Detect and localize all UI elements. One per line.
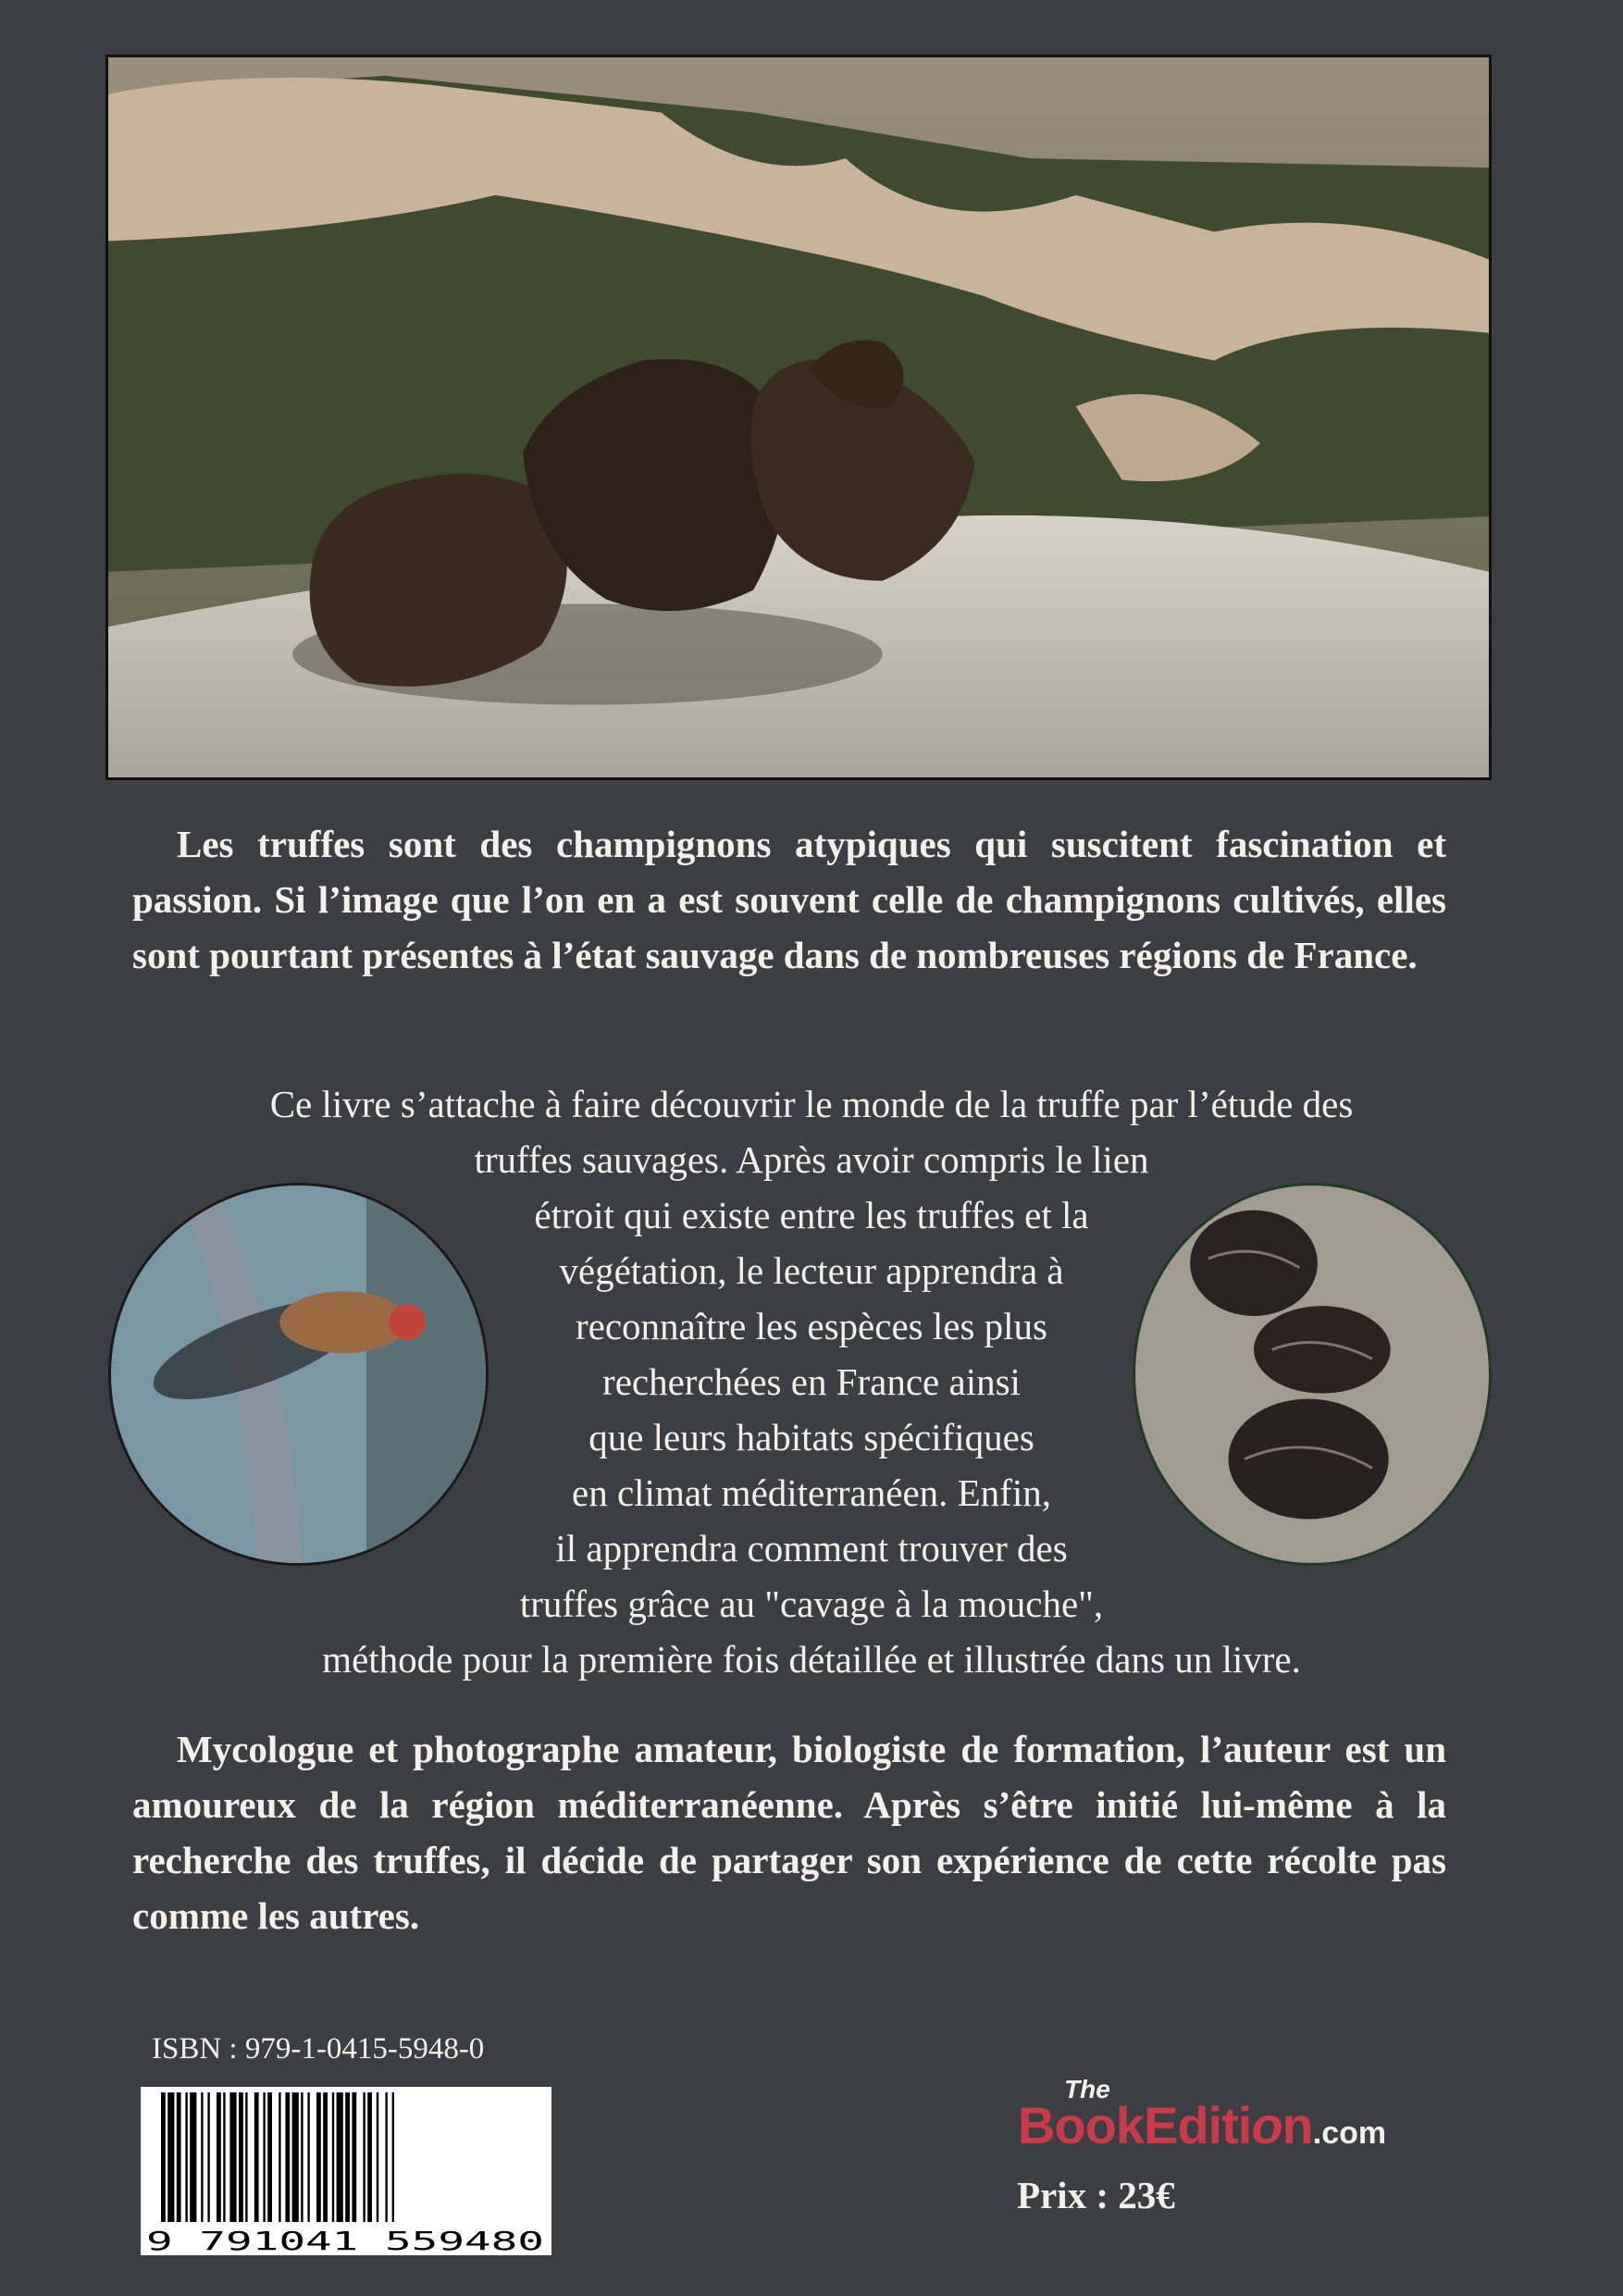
intro-paragraph: Les truffes sont des champignons atypiques qui suscitent fascination et passion. Si l’image que l’on en a est souvent celle de champignons cultivés, elles sont pourtant présentes à l’état sauvage dans de nombreuses régions de France. bbox=[132, 823, 1446, 976]
body-line: Ce livre s’attache à faire découvrir le monde de la truffe par l’étude des bbox=[269, 1083, 1354, 1125]
body-line: recherchées en France ainsi bbox=[602, 1360, 1021, 1403]
isbn-label: ISBN : 979-1-0415-5948-0 bbox=[152, 2032, 485, 2066]
price-label: Prix : 23€ bbox=[1017, 2174, 1175, 2216]
cover-photo-truffles-on-rock bbox=[105, 55, 1492, 780]
fly-photo bbox=[108, 1183, 489, 1566]
barcode bbox=[141, 2087, 551, 2255]
publisher-logo: The BookEdition.com bbox=[1018, 2075, 1387, 2154]
body-line: truffes grâce au "cavage à la mouche", bbox=[519, 1582, 1104, 1625]
body-line: que leurs habitats spécifiques bbox=[588, 1416, 1035, 1458]
body-line: il apprendra comment trouver des bbox=[555, 1527, 1068, 1570]
body-line: méthode pour la première fois détaillée et illustrée dans un livre. bbox=[322, 1638, 1301, 1681]
body-line: truffes sauvages. Après avoir compris le lien bbox=[474, 1138, 1149, 1181]
author-paragraph: Mycologue et photographe amateur, biologiste de formation, l’auteur est un amoureux de la région méditerranéenne. Après s’être initié lui-même à la recherche des truffes, il décide de partager son expérience de cette récolte pas comme les autres. bbox=[132, 1728, 1446, 1937]
body-line: végétation, le lecteur apprendra à bbox=[559, 1249, 1064, 1292]
body-line: en climat méditerranéen. Enfin, bbox=[572, 1471, 1051, 1514]
body-line: étroit qui existe entre les truffes et la bbox=[534, 1194, 1089, 1236]
body-line: reconnaître les espèces les plus bbox=[575, 1305, 1048, 1347]
barcode-number: 9 791041 559480 bbox=[146, 2226, 544, 2255]
sliced-truffles-photo bbox=[1133, 1183, 1492, 1566]
